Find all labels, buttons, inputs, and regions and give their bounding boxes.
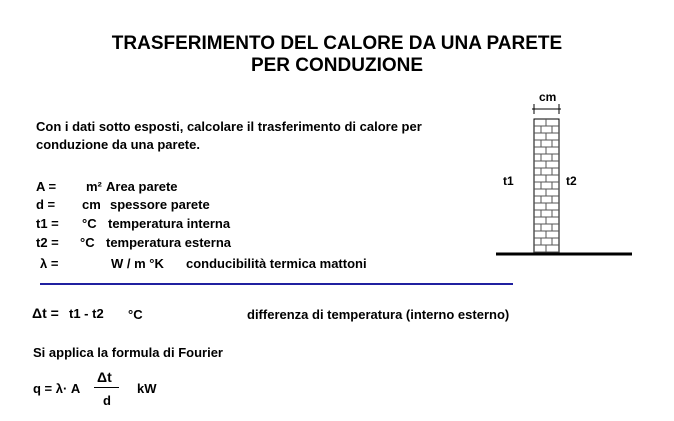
formula-unit: kW — [137, 381, 157, 396]
variable-description: conducibilità termica mattoni — [186, 256, 367, 271]
intro-line-1: Con i dati sotto esposti, calcolare il trasferimento di calore per — [36, 119, 422, 134]
wall-dimension-label: cm — [539, 90, 557, 104]
variable-symbol: A = — [36, 179, 57, 194]
page-subtitle: PER CONDUZIONE — [250, 55, 424, 76]
section-divider — [40, 283, 513, 285]
fraction-bar — [94, 387, 119, 388]
variable-unit: cm — [82, 197, 101, 212]
intro-line-2: conduzione da una parete. — [36, 137, 200, 152]
wall-t2-label: t2 — [566, 174, 577, 188]
wall-t1-label: t1 — [503, 174, 514, 188]
variable-symbol: t2 = — [36, 235, 59, 250]
delta-t-unit: °C — [128, 307, 143, 322]
formula-lhs: q = λ· A — [33, 381, 81, 396]
variable-symbol: λ = — [40, 256, 59, 271]
variable-unit: W / m °K — [111, 256, 164, 271]
variable-description: spessore parete — [110, 197, 210, 212]
delta-t-expression: t1 - t2 — [69, 306, 104, 321]
wall-diagram — [490, 88, 640, 263]
variable-symbol: d = — [36, 197, 56, 212]
delta-t-description: differenza di temperatura (interno esterno) — [247, 307, 510, 322]
variable-unit: °C — [80, 235, 95, 250]
variable-unit: m² — [86, 179, 102, 194]
variable-description: Area parete — [106, 179, 178, 194]
page-title: TRASFERIMENTO DEL CALORE DA UNA PARETE — [111, 33, 563, 54]
variable-unit: °C — [82, 216, 97, 231]
variable-description: temperatura esterna — [106, 235, 231, 250]
delta-t-label: Δt = — [32, 305, 59, 321]
fourier-heading: Si applica la formula di Fourier — [33, 345, 223, 360]
variable-description: temperatura interna — [108, 216, 231, 231]
formula-denominator: d — [103, 393, 111, 408]
formula-numerator: Δt — [97, 369, 112, 385]
variable-symbol: t1 = — [36, 216, 59, 231]
